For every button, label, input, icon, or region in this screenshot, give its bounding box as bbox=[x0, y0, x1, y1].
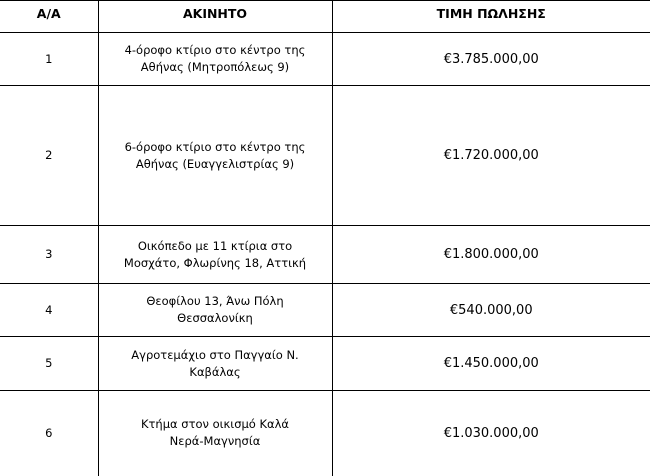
property-line: Μοσχάτο, Φλωρίνης 18, Αττική bbox=[123, 255, 307, 270]
table-row bbox=[0, 226, 650, 284]
property-line: 6-όροφο κτίριο στο κέντρο της bbox=[124, 139, 306, 154]
row-price: €1.800.000,00 bbox=[332, 226, 650, 284]
row-property bbox=[98, 284, 332, 337]
row-property bbox=[98, 33, 332, 86]
row-index: 2 bbox=[0, 86, 98, 226]
row-index: 1 bbox=[0, 33, 98, 86]
property-line: Θεοφίλου 13, Άνω Πόλη bbox=[146, 294, 284, 308]
row-property bbox=[98, 391, 332, 476]
row-price: €540.000,00 bbox=[332, 284, 650, 337]
property-line: 4-όροφο κτίριο στο κέντρο της bbox=[124, 43, 306, 57]
property-line: Αγροτεμάχιο στο Παγγαίο Ν. bbox=[131, 347, 299, 362]
table-row bbox=[0, 33, 650, 86]
property-line: Κτήμα στον οικισμό Καλά bbox=[140, 417, 290, 432]
row-property bbox=[98, 86, 332, 226]
property-line: Αθήνας (Μητροπόλεως 9) bbox=[140, 60, 290, 74]
header-index: Α/Α bbox=[0, 1, 98, 33]
row-index: 5 bbox=[0, 337, 98, 391]
header-price: ΤΙΜΗ ΠΩΛΗΣΗΣ bbox=[332, 1, 650, 33]
table-row bbox=[0, 284, 650, 337]
row-index: 4 bbox=[0, 284, 98, 337]
property-line: Οικόπεδο με 11 κτίρια στο bbox=[137, 238, 293, 253]
property-line: Αθήνας (Ευαγγελιστρίας 9) bbox=[135, 156, 295, 171]
row-index: 3 bbox=[0, 226, 98, 284]
row-property bbox=[98, 337, 332, 391]
property-line: Νερά-Μαγνησία bbox=[169, 434, 261, 449]
property-line: Θεσσαλονίκη bbox=[177, 311, 253, 325]
row-price: €3.785.000,00 bbox=[332, 33, 650, 86]
header-row bbox=[0, 1, 650, 33]
header-property: ΑΚΙΝΗΤΟ bbox=[98, 1, 332, 33]
row-price: €1.450.000,00 bbox=[332, 337, 650, 391]
table-row bbox=[0, 391, 650, 476]
row-price: €1.720.000,00 bbox=[332, 86, 650, 226]
table-row bbox=[0, 337, 650, 391]
row-price: €1.030.000,00 bbox=[332, 391, 650, 476]
row-property bbox=[98, 226, 332, 284]
table-row bbox=[0, 86, 650, 226]
row-index: 6 bbox=[0, 391, 98, 476]
property-line: Καβάλας bbox=[189, 364, 241, 379]
